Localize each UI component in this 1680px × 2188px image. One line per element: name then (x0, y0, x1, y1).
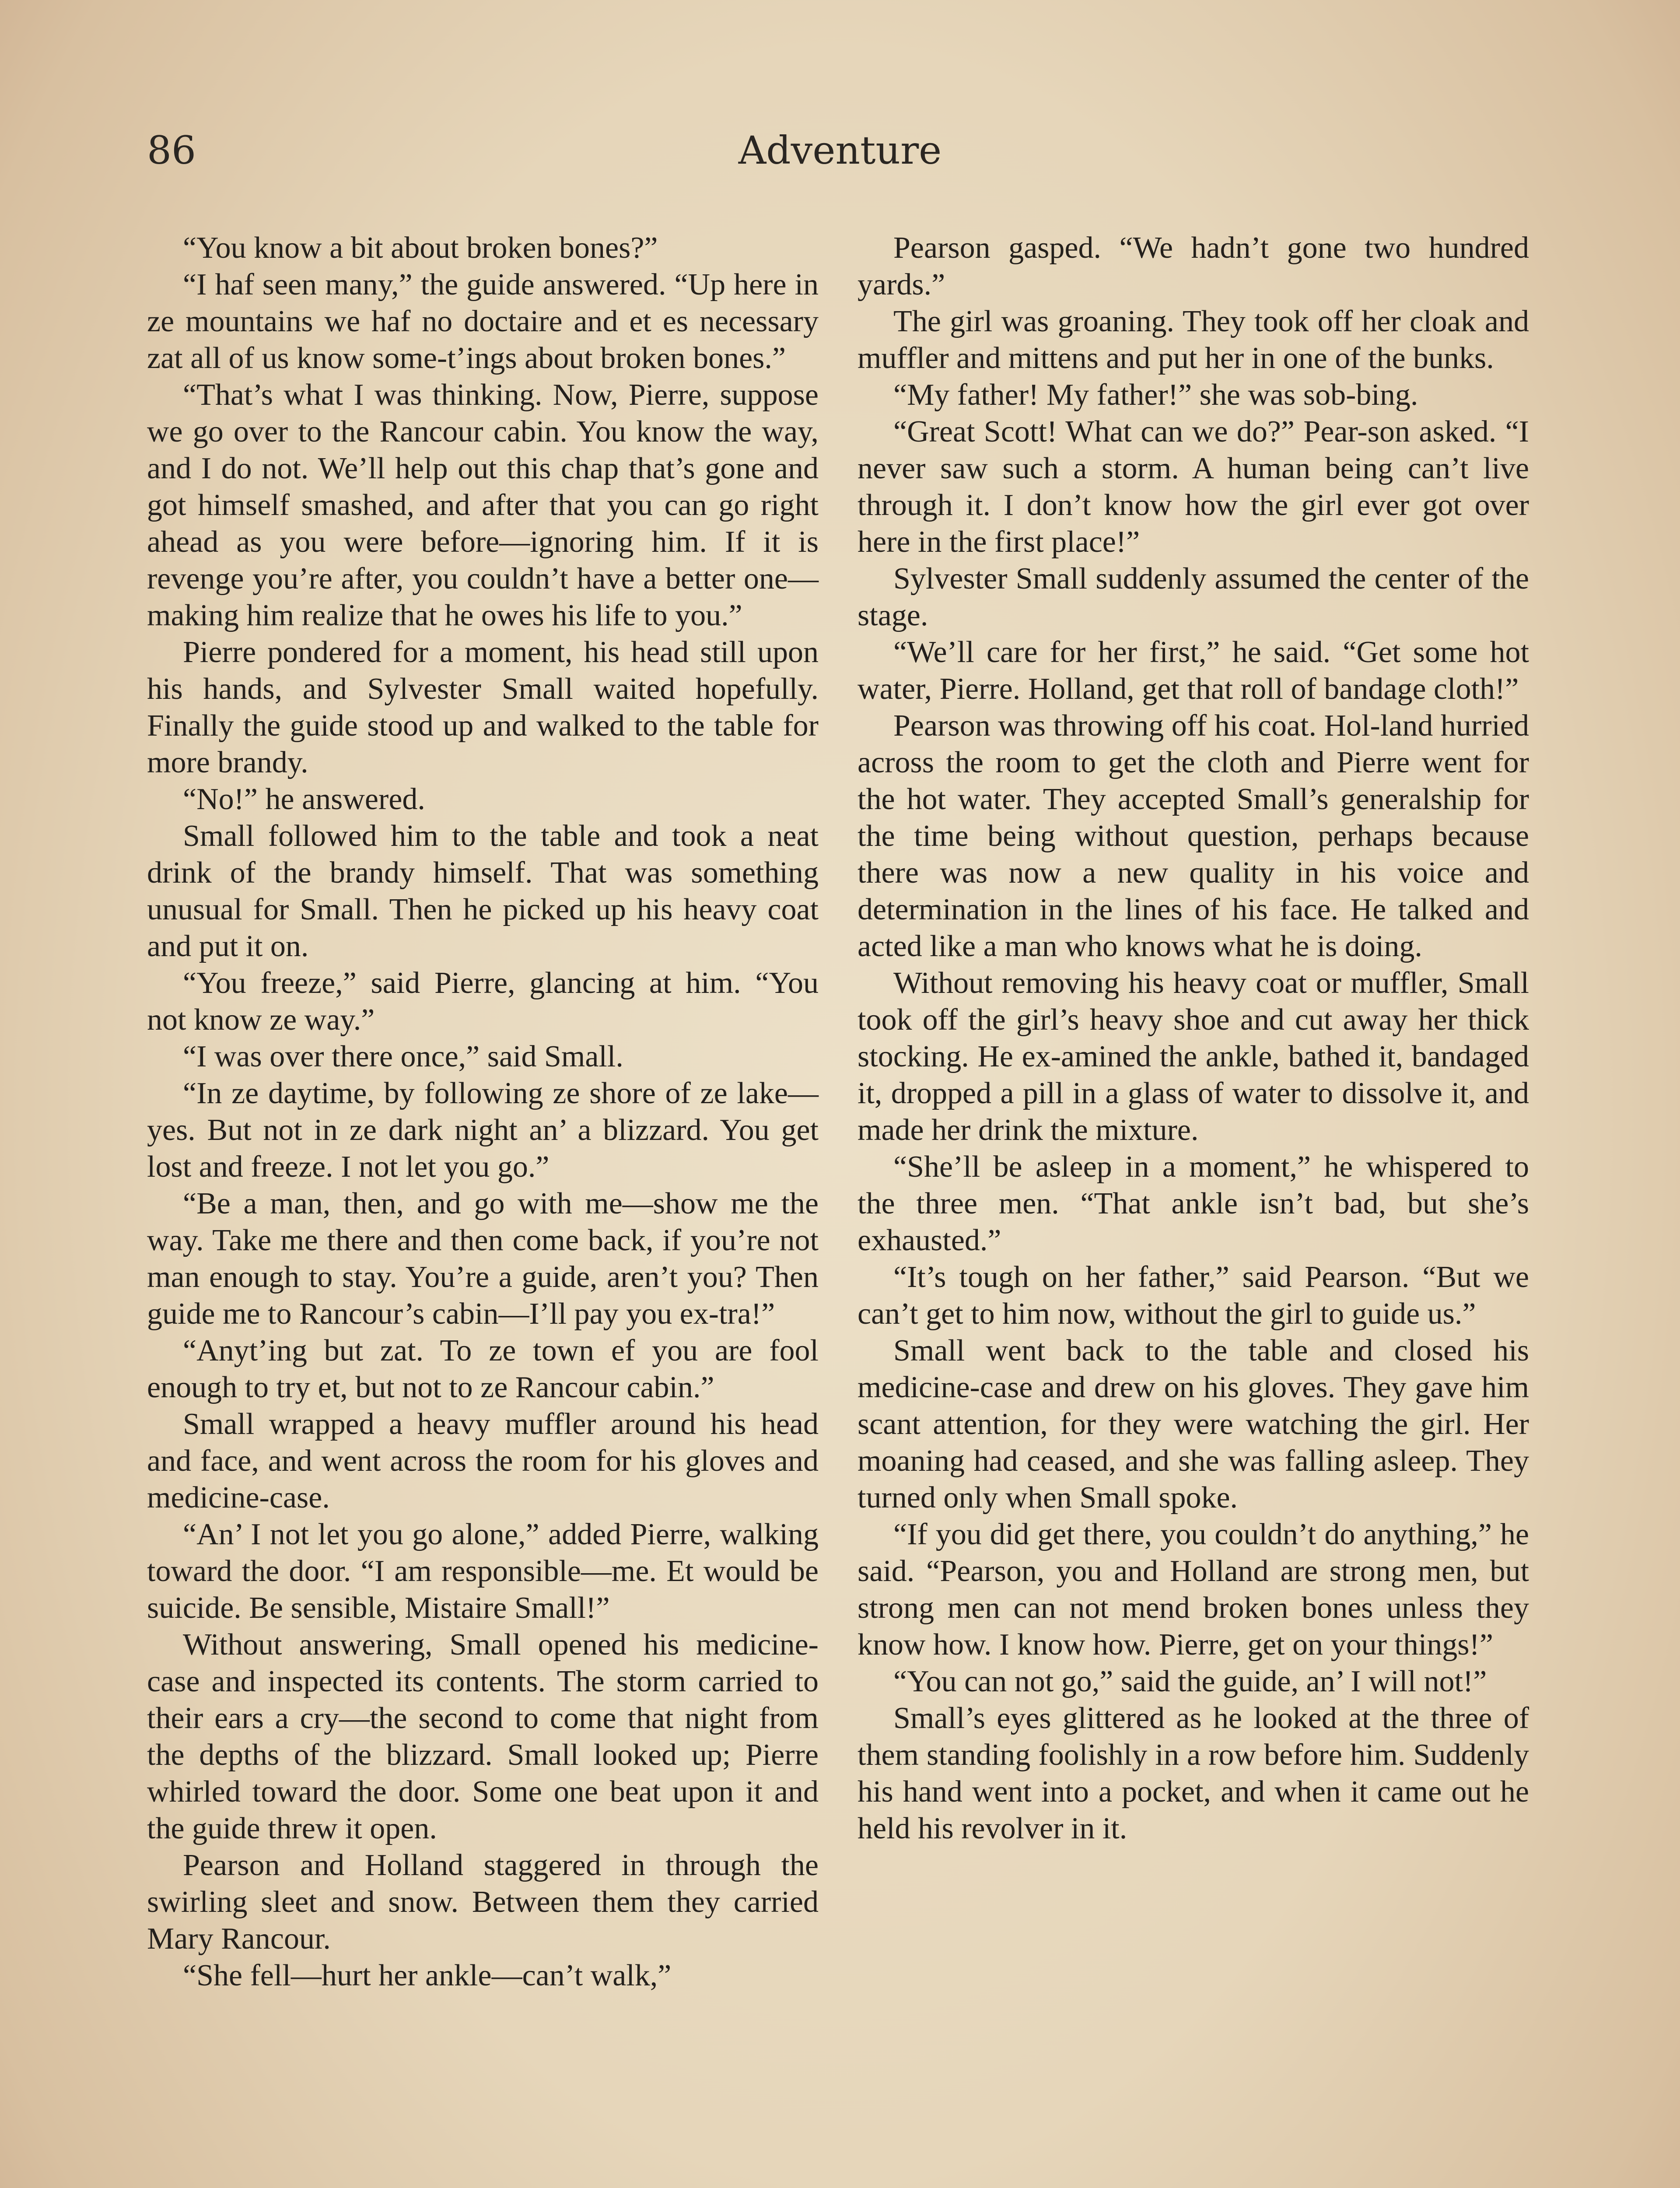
paragraph: Small wrapped a heavy muffler around his head and face, and went across the room for his gloves and medicine-case. (147, 1407, 819, 1515)
paragraph: “An’ I not let you go alone,” added Pierre, walking toward the door. “I am responsible—me. Et would be suicide. Be sensible, Mistaire Small!” (147, 1518, 819, 1625)
paragraph: “In ze daytime, by following ze shore of ze lake—yes. But not in ze dark night an’ a blizzard. You get lost and freeze. I not let you go.” (147, 1076, 819, 1184)
paragraph: “It’s tough on her father,” said Pearson. “But we can’t get to him now, without the girl to guide us.” (858, 1260, 1529, 1331)
paragraph: “You freeze,” said Pierre, glancing at him. “You not know ze way.” (147, 966, 819, 1037)
right-column (858, 230, 1529, 1847)
paragraph: “I haf seen many,” the guide answered. “Up here in ze mountains we haf no doctaire and et es necessary zat all of us know some-t’ings about broken bones.” (147, 268, 819, 375)
paragraph: Pierre pondered for a moment, his head still upon his hands, and Sylvester Small waited hopefully. Finally the guide stood up and walked to the table for more brandy. (147, 635, 819, 779)
paragraph: “She’ll be asleep in a moment,” he whispered to the three men. “That ankle isn’t bad, but she’s exhausted.” (858, 1150, 1529, 1257)
paragraph: “Be a man, then, and go with me—show me the way. Take me there and then come back, if you’re not man enough to stay. You’re a guide, aren’t you? Then guide me to Rancour’s cabin—I’ll pay you ex-tra!” (147, 1187, 819, 1331)
paragraph: Pearson and Holland staggered in through the swirling sleet and snow. Between them they carried Mary Rancour. (147, 1848, 819, 1956)
paragraph: “You know a bit about broken bones?” (183, 231, 658, 265)
paragraph: “You can not go,” said the guide, an’ I will not!” (893, 1665, 1487, 1698)
paragraph: Small’s eyes glittered as he looked at the three of them standing foolishly in a row before him. Suddenly his hand went into a pocket, and when it came out he held his revolver in it. (858, 1701, 1529, 1845)
paragraph: Small went back to the table and closed his medicine-case and drew on his gloves. They gave him scant attention, for they were watching the girl. Her moaning had ceased, and she was falling asleep. They turned only when Small spoke. (858, 1334, 1529, 1515)
page-number: 86 (147, 128, 196, 173)
paragraph: Pearson gasped. “We hadn’t gone two hundred yards.” (858, 231, 1529, 302)
paragraph: “Great Scott! What can we do?” Pear-son asked. “I never saw such a storm. A human being can’t live through it. I don’t know how the girl ever got over here in the first place!” (858, 415, 1529, 559)
paragraph: Pearson was throwing off his coat. Hol-land hurried across the room to get the cloth and Pierre went for the hot water. They accepted Small’s generalship for the time being without question, perhaps because there was now a new quality in his voice and determination in the lines of his face. He talked and acted like a man who knows what he is doing. (858, 709, 1529, 963)
paragraph: “That’s what I was thinking. Now, Pierre, suppose we go over to the Rancour cabin. You know the way, and I do not. We’ll help out this chap that’s gone and got himself smashed, and after that you can go right ahead as you were before—ignoring him. If it is revenge you’re after, you couldn’t have a better one—making him realize that he owes his life to you.” (147, 378, 819, 632)
paragraph: Sylvester Small suddenly assumed the center of the stage. (858, 562, 1529, 632)
running-head: Adventure (738, 128, 942, 173)
left-column (147, 230, 819, 1994)
paragraph: Without answering, Small opened his medicine-case and inspected its contents. The storm carried to their ears a cry—the second to come that night from the depths of the blizzard. Small looked up; Pierre whirled toward the door. Some one beat upon it and the guide threw it open. (147, 1628, 819, 1845)
paragraph: “My father! My father!” she was sob-bing. (893, 378, 1418, 412)
paragraph: “Anyt’ing but zat. To ze town ef you are fool enough to try et, but not to ze Rancour cabin.” (147, 1334, 819, 1404)
paragraph: The girl was groaning. They took off her cloak and muffler and mittens and put her in one of the bunks. (858, 305, 1529, 375)
paragraph: “I was over there once,” said Small. (183, 1040, 623, 1073)
paragraph: “She fell—hurt her ankle—can’t walk,” (183, 1959, 672, 1992)
paragraph: “No!” he answered. (183, 782, 425, 816)
paragraph: Small followed him to the table and took a neat drink of the brandy himself. That was something unusual for Small. Then he picked up his heavy coat and put it on. (147, 819, 819, 963)
paragraph: Without removing his heavy coat or muffler, Small took off the girl’s heavy shoe and cut away her thick stocking. He ex-amined the ankle, bathed it, bandaged it, dropped a pill in a glass of water to dissolve it, and made her drink the mixture. (858, 966, 1529, 1147)
paragraph: “If you did get there, you couldn’t do anything,” he said. “Pearson, you and Holland are strong men, but strong men can not mend broken bones unless they know how. I know how. Pierre, get on your things!” (858, 1518, 1529, 1662)
paragraph: “We’ll care for her first,” he said. “Get some hot water, Pierre. Holland, get that roll of bandage cloth!” (858, 635, 1529, 706)
